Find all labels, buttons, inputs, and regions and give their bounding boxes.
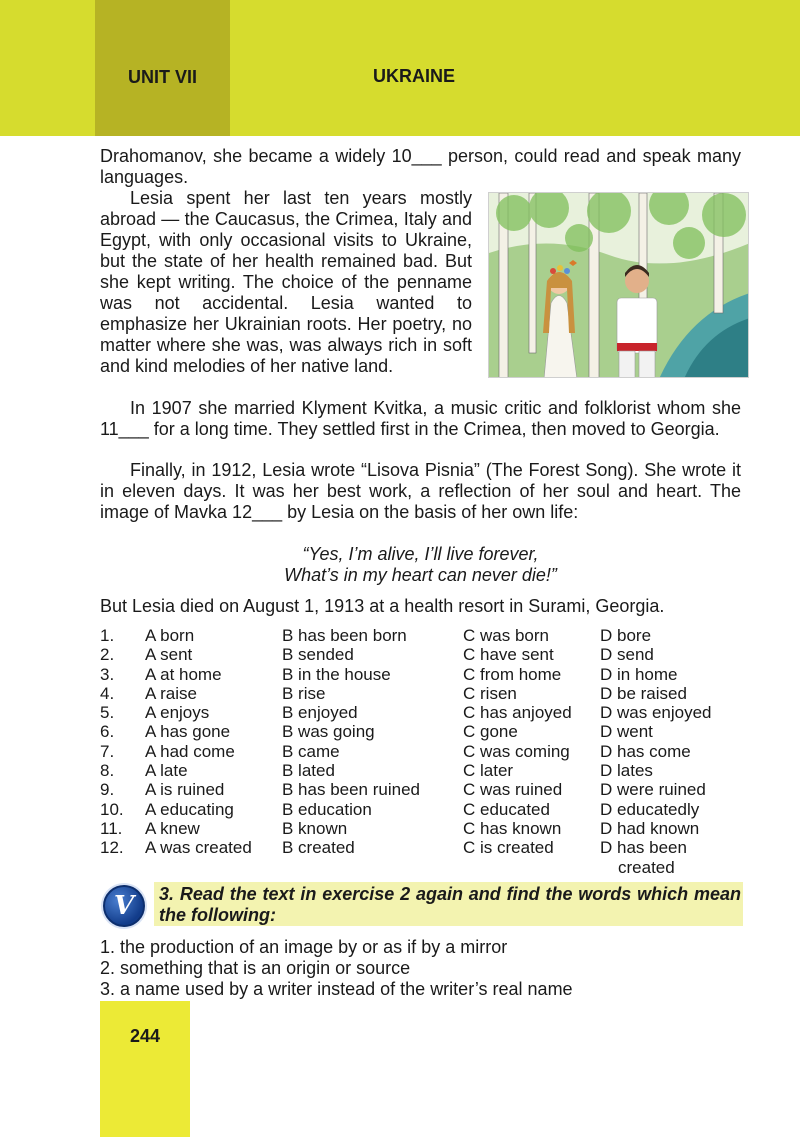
- option-row: [100, 800, 740, 819]
- option-number: 7.: [100, 741, 115, 761]
- forest-song-picture: [489, 193, 749, 378]
- option-d-text: D in home: [600, 664, 678, 684]
- option-d: [600, 819, 740, 838]
- option-d: [600, 684, 740, 703]
- option-d-text: D were ruined: [600, 780, 706, 800]
- option-a: A was created: [145, 838, 252, 858]
- option-number: 9.: [100, 780, 115, 800]
- option-number: 10.: [100, 799, 124, 819]
- vocabulary-icon: [103, 885, 145, 927]
- option-a: A at home: [145, 664, 222, 684]
- option-number: 4.: [100, 683, 115, 703]
- option-c: C educated: [463, 799, 550, 819]
- option-d-text: D educatedly: [600, 799, 700, 819]
- option-a: A enjoys: [145, 703, 210, 723]
- option-number: 6.: [100, 722, 115, 742]
- option-b: B was going: [282, 722, 375, 742]
- option-d: [600, 761, 740, 780]
- option-number: 12.: [100, 838, 124, 858]
- quote-line-2: What’s in my heart can never die!”: [284, 565, 557, 585]
- option-row: [100, 665, 740, 684]
- quote-line-1: “Yes, I’m alive, I’ll live forever,: [302, 544, 539, 564]
- option-c: C risen: [463, 683, 517, 703]
- option-number: 5.: [100, 703, 115, 723]
- option-a: A born: [145, 626, 195, 645]
- option-c: C have sent: [463, 645, 554, 665]
- option-number: 2.: [100, 645, 115, 665]
- option-d: [600, 742, 740, 761]
- answer-options-table: [100, 626, 740, 877]
- option-b: B has been born: [282, 626, 407, 645]
- option-c: C from home: [463, 664, 562, 684]
- option-d: [600, 665, 740, 684]
- illustration-lesia-forest: [488, 192, 749, 378]
- task-instruction: 3. Read the text in exercise 2 again and find the words which mean the following:: [159, 884, 741, 925]
- option-a: A has gone: [145, 722, 231, 742]
- option-c: C gone: [463, 722, 518, 742]
- option-a: A knew: [145, 818, 200, 838]
- option-number: 3.: [100, 664, 115, 684]
- option-d-text: D be raised: [600, 683, 687, 703]
- option-row: [100, 626, 740, 645]
- option-row: [100, 819, 740, 838]
- paragraph-4: Finally, in 1912, Lesia wrote “Lisova Pisnia” (The Forest Song). She wrote it in eleven days. It was her best work, a reflection of her soul and heart. The image of Mavka 12___ by Lesia on the basis of her own life:: [100, 460, 741, 522]
- option-d-text: D had known: [600, 818, 700, 838]
- option-b: B came: [282, 741, 340, 761]
- option-row: [100, 722, 740, 741]
- option-number: 8.: [100, 761, 115, 781]
- option-b: B education: [282, 799, 372, 819]
- option-d: [600, 645, 740, 664]
- page-number-block: [100, 1001, 190, 1137]
- option-c: C was ruined: [463, 780, 563, 800]
- option-row: [100, 684, 740, 703]
- option-b: B lated: [282, 761, 335, 781]
- option-b: B created: [282, 838, 355, 858]
- option-d-text: D lates: [600, 761, 653, 781]
- option-c: C was born: [463, 626, 549, 645]
- option-b: B enjoyed: [282, 703, 358, 723]
- option-a: A educating: [145, 799, 234, 819]
- option-d: [600, 703, 740, 722]
- option-row: [100, 761, 740, 780]
- option-c: C has known: [463, 818, 562, 838]
- option-b: B known: [282, 818, 348, 838]
- option-b: B in the house: [282, 664, 391, 684]
- option-d: [600, 626, 740, 645]
- option-a: A had come: [145, 741, 235, 761]
- paragraph-2: Lesia spent her last ten years mostly abroad — the Caucasus, the Crimea, Italy and Egypt, with only occasional visits to Ukraine, but the state of her health remained bad. But she kept writing. The choice of the penname was not accidental. Lesia wanted to emphasize her Ukrainian roots. Her poetry, no matter where she was, was always rich in soft and kind melodies of her native land.: [100, 188, 472, 376]
- option-b: B rise: [282, 683, 326, 703]
- paragraph-1: Drahomanov, she became a widely 10___ person, could read and speak many languages.: [100, 146, 741, 187]
- option-number: 1.: [100, 626, 115, 645]
- option-c: C has anjoyed: [463, 703, 572, 723]
- option-d-text: D send: [600, 645, 654, 665]
- definition-item: 2. something that is an origin or source: [100, 958, 411, 978]
- section-title: UKRAINE: [373, 66, 456, 86]
- option-a: A is ruined: [145, 780, 225, 800]
- option-d-text: D bore: [600, 626, 652, 645]
- option-row: [100, 703, 740, 722]
- option-a: A raise: [145, 683, 197, 703]
- paragraph-5: But Lesia died on August 1, 1913 at a health resort in Surami, Georgia.: [100, 596, 665, 616]
- option-d: [600, 800, 740, 819]
- option-a: A late: [145, 761, 188, 781]
- option-d-text: D has been created: [600, 838, 687, 877]
- option-d: [600, 838, 740, 877]
- option-c: C was coming: [463, 741, 570, 761]
- option-row: [100, 838, 740, 877]
- definition-item: 3. a name used by a writer instead of the writer’s real name: [100, 979, 573, 999]
- page-number: 244: [129, 1026, 161, 1046]
- option-row: [100, 645, 740, 664]
- vocabulary-icon-letter: V: [113, 891, 135, 921]
- option-c: C later: [463, 761, 514, 781]
- option-row: [100, 780, 740, 799]
- option-c: C is created: [463, 838, 554, 858]
- option-row: [100, 742, 740, 761]
- option-number: 11.: [100, 818, 123, 838]
- option-d-text: D has come: [600, 741, 691, 761]
- option-a: A sent: [145, 645, 193, 665]
- option-d: [600, 722, 740, 741]
- unit-label: UNIT VII: [127, 67, 197, 87]
- option-b: B sended: [282, 645, 354, 665]
- option-d-text: D was enjoyed: [600, 703, 712, 723]
- paragraph-3: In 1907 she married Klyment Kvitka, a music critic and folklorist whom she 11___ for a long time. They settled first in the Crimea, then moved to Georgia.: [100, 398, 741, 439]
- option-b: B has been ruined: [282, 780, 420, 800]
- option-d-text: D went: [600, 722, 653, 742]
- option-d: [600, 780, 740, 799]
- definitions-list: [100, 937, 573, 1000]
- definition-item: 1. the production of an image by or as if by a mirror: [100, 937, 508, 957]
